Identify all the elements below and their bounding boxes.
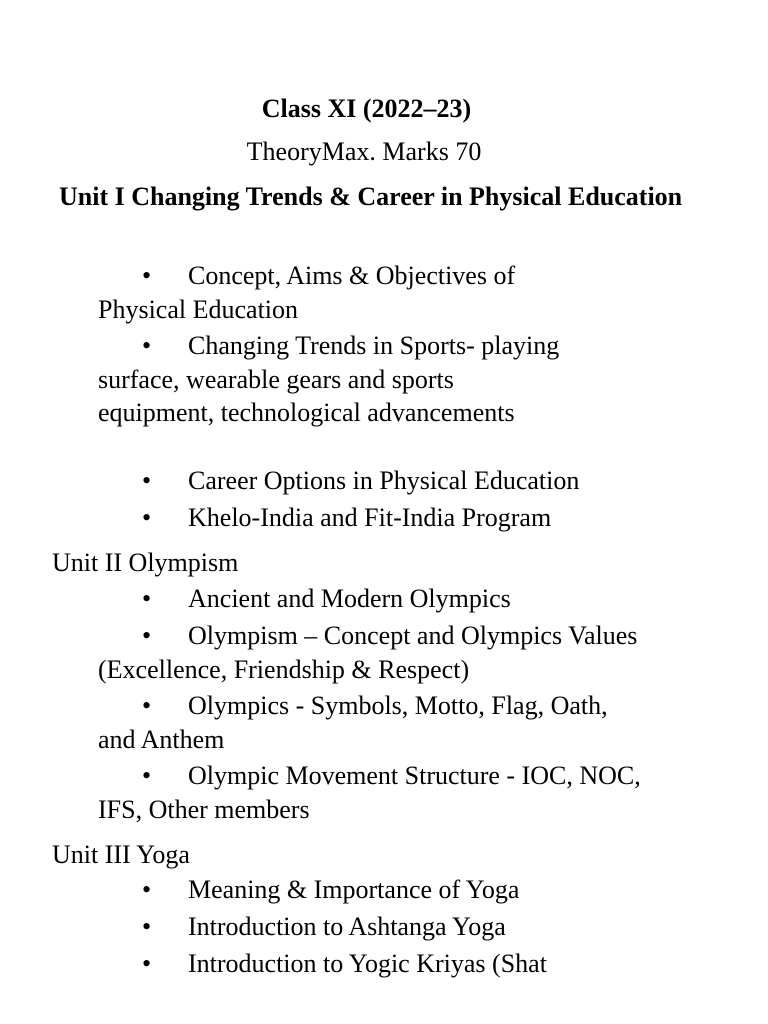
bullet-icon: • xyxy=(142,875,152,904)
list-item-text: Introduction to Yogic Kriyas (Shat xyxy=(188,949,547,978)
list-item-text: Olympic Movement Structure - IOC, NOC, IFS, Other members xyxy=(98,761,641,824)
unit-heading: Unit I Changing Trends & Career in Physical Education xyxy=(59,182,683,211)
list-item-text: Concept, Aims & Objectives of Physical Education xyxy=(98,261,516,324)
list-item xyxy=(98,947,698,981)
bullet-icon: • xyxy=(142,331,152,360)
bullet-icon: • xyxy=(142,912,152,941)
bullet-icon: • xyxy=(142,949,152,978)
unit-heading: Unit III Yoga xyxy=(52,840,190,869)
unit-heading: Unit II Olympism xyxy=(52,548,239,577)
bullet-icon: • xyxy=(142,466,152,495)
list-item-text: Introduction to Ashtanga Yoga xyxy=(188,912,506,941)
list-item-text: Meaning & Importance of Yoga xyxy=(188,875,520,904)
list-item xyxy=(98,759,658,826)
list-item xyxy=(98,910,698,944)
list-item xyxy=(98,689,628,756)
list-item xyxy=(98,464,698,498)
list-item-text: Career Options in Physical Education xyxy=(188,466,580,495)
list-item xyxy=(98,501,698,535)
bullet-icon: • xyxy=(142,261,152,290)
list-item xyxy=(98,259,598,326)
list-item xyxy=(98,873,698,907)
bullet-icon: • xyxy=(142,621,152,650)
list-item-text: Olympics - Symbols, Motto, Flag, Oath, and Anthem xyxy=(98,691,608,754)
list-item-text: Khelo-India and Fit-India Program xyxy=(188,503,552,532)
list-item-text: Olympism – Concept and Olympics Values (Excellence, Friendship & Respect) xyxy=(98,621,638,684)
list-item xyxy=(98,582,698,616)
page-subtitle: TheoryMax. Marks 70 xyxy=(246,137,482,166)
list-item xyxy=(98,619,658,686)
bullet-icon: • xyxy=(142,691,152,720)
bullet-icon: • xyxy=(142,584,152,613)
page-title: Class XI (2022–23) xyxy=(261,94,472,123)
list-item-text: Changing Trends in Sports- playing surface, wearable gears and sports equipment, technological advancements xyxy=(98,331,560,427)
list-item xyxy=(98,329,568,430)
bullet-icon: • xyxy=(142,503,152,532)
list-item-text: Ancient and Modern Olympics xyxy=(188,584,511,613)
bullet-icon: • xyxy=(142,761,152,790)
